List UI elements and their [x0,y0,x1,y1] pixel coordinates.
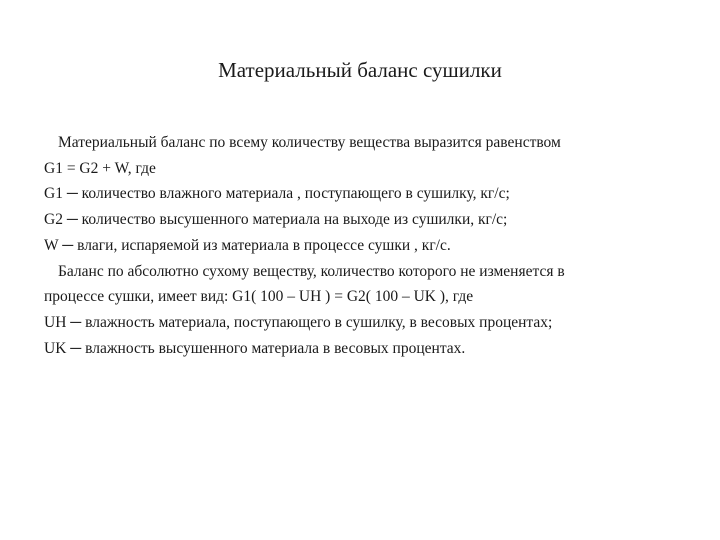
text-line: W ─ влаги, испаряемой из материала в процессе сушки , кг/с. [44,236,451,254]
slide-title: Материальный баланс сушилки [218,58,502,82]
text-line: G1 ─ количество влажного материала , поступающего в сушилку, кг/с; [44,185,510,203]
text-line: Баланс по абсолютно сухому веществу, количество которого не изменяется в [58,262,565,280]
slide-body [44,130,684,361]
text-line: UH ─ влажность материала, поступающего в сушилку, в весовых процентах; [44,313,553,331]
text-line: Материальный баланс по всему количеству вещества выразится равенством [58,134,561,151]
text-line: процессе сушки, имеет вид: G1( 100 – UH ) = G2( 100 – UK ), где [44,288,474,306]
text-line: UK ─ влажность высушенного материала в весовых процентах. [44,339,466,357]
text-line: G2 ─ количество высушенного материала на выходе из сушилки, кг/с; [44,211,508,229]
text-line: G1 = G2 + W, где [44,159,156,177]
